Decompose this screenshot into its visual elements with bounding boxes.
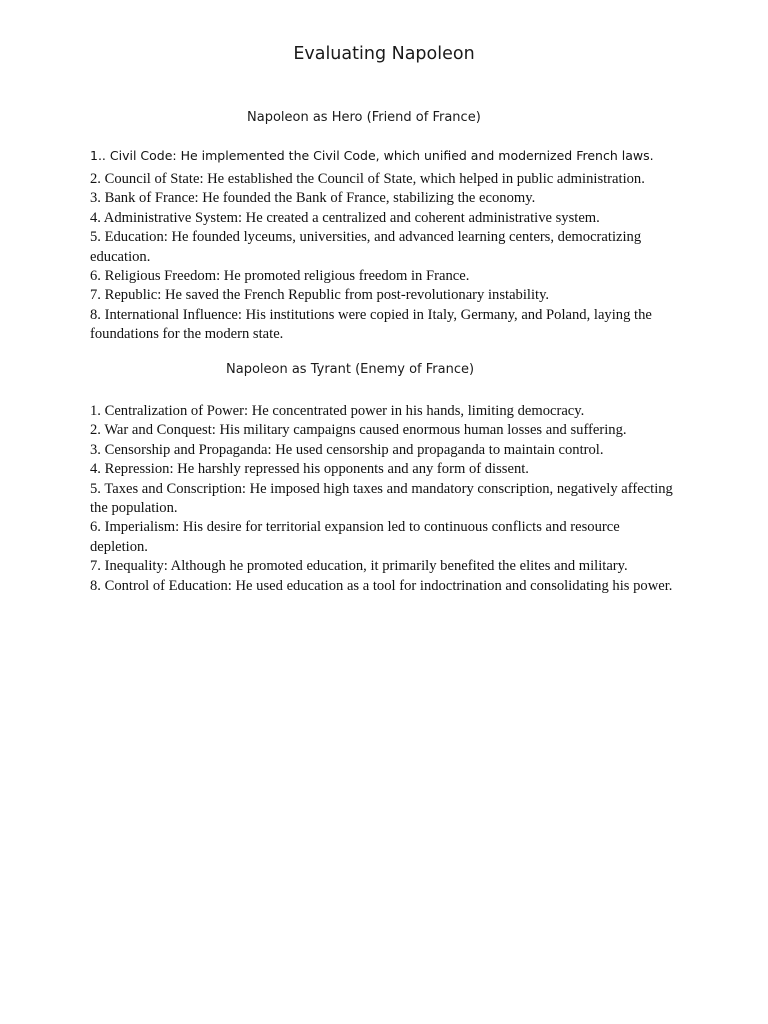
list-item: 2. Council of State: He established the Council of State, which helped in public administration. xyxy=(90,171,645,187)
list-item: 3. Censorship and Propaganda: He used censorship and propaganda to maintain control. xyxy=(90,441,604,458)
document-title: Evaluating Napoleon xyxy=(293,44,475,64)
list-item: 6. Religious Freedom: He promoted religious freedom in France. xyxy=(90,268,470,285)
list-item: 3. Bank of France: He founded the Bank of France, stabilizing the economy. xyxy=(90,190,536,207)
list-item: 8. Control of Education: He used education as a tool for indoctrination and consolidating his power. xyxy=(90,577,673,594)
hero-item-1: 1.. Civil Code: He implemented the Civil Code, which unified and modernized French laws. xyxy=(90,148,654,163)
list-item: 6. Imperialism: His desire for territorial expansion led to continuous conflicts and resource depletion. xyxy=(90,519,620,555)
list-item: 1. Centralization of Power: He concentrated power in his hands, limiting democracy. xyxy=(90,403,585,419)
hero-list xyxy=(90,170,680,345)
list-item: 4. Repression: He harshly repressed his opponents and any form of dissent. xyxy=(90,461,529,478)
list-item: 7. Republic: He saved the French Republic from post-revolutionary instability. xyxy=(90,287,550,304)
tyrant-section-heading: Napoleon as Tyrant (Enemy of France) xyxy=(226,362,475,377)
list-item: 5. Taxes and Conscription: He imposed high taxes and mandatory conscription, negatively affecting the population. xyxy=(90,480,673,517)
list-item: 2. War and Conquest: His military campaigns caused enormous human losses and suffering. xyxy=(90,422,627,439)
list-item: 5. Education: He founded lyceums, universities, and advanced learning centers, democratizing education. xyxy=(90,229,642,265)
list-item: 8. International Influence: His institutions were copied in Italy, Germany, and Poland, laying the foundations for the modern state. xyxy=(90,306,652,343)
tyrant-list xyxy=(90,402,680,596)
list-item: 7. Inequality: Although he promoted education, it primarily benefited the elites and military. xyxy=(90,558,628,575)
hero-section-heading: Napoleon as Hero (Friend of France) xyxy=(247,110,481,125)
list-item: 4. Administrative System: He created a centralized and coherent administrative system. xyxy=(90,209,600,226)
